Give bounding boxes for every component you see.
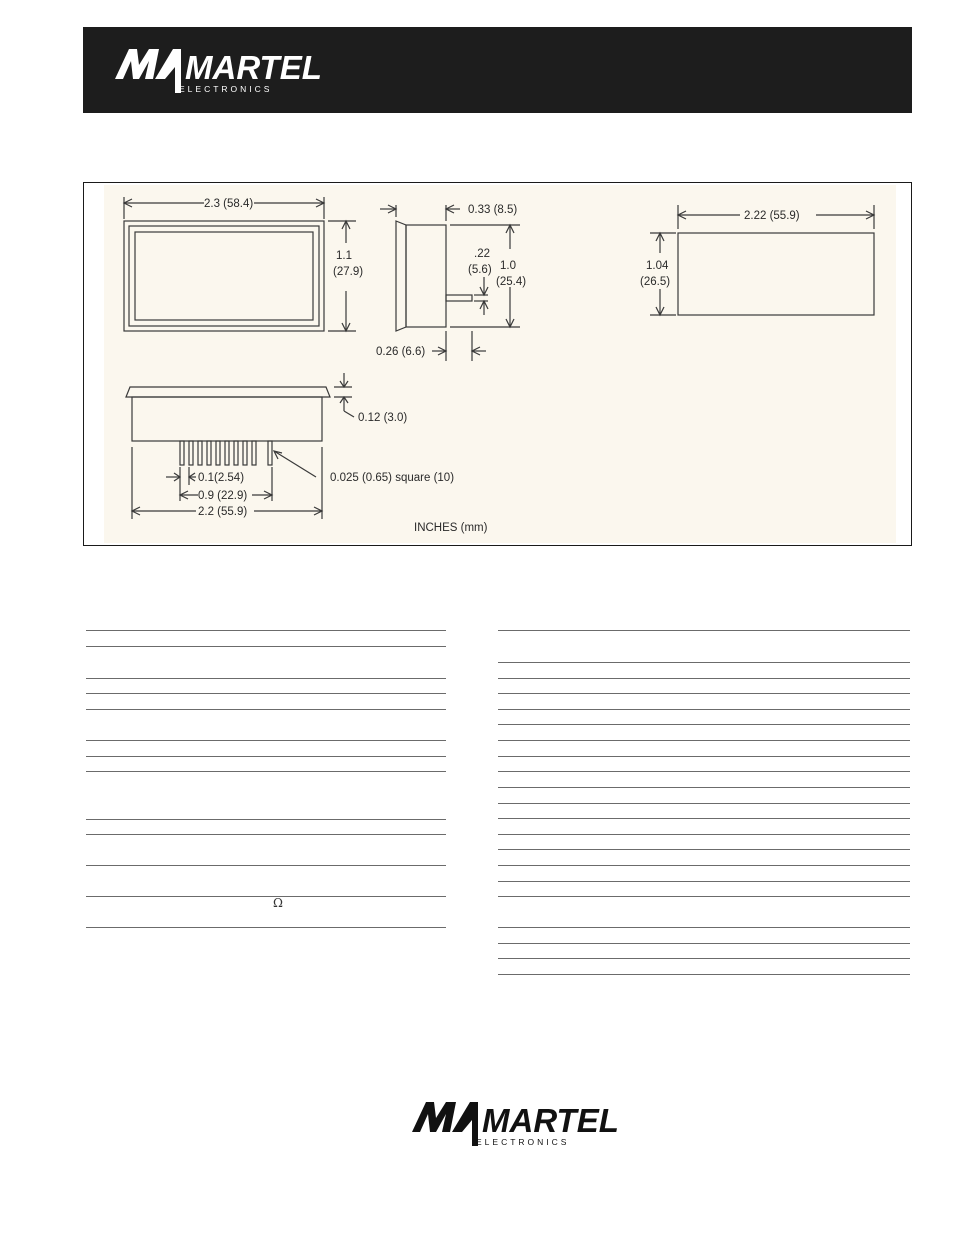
table-rule xyxy=(86,896,446,897)
table-rule xyxy=(498,724,910,725)
table-rule xyxy=(498,803,910,804)
pin-pitch-label: 0.1(2.54) xyxy=(198,472,245,484)
units-label: INCHES (mm) xyxy=(414,522,488,534)
table-rule xyxy=(498,849,910,850)
table-rule xyxy=(498,927,910,928)
bottom-bezel-label: 0.12 (3.0) xyxy=(358,412,408,424)
table-rule xyxy=(86,709,446,710)
table-rule xyxy=(498,958,910,959)
bottom-view-pins xyxy=(180,441,272,465)
pin-size-label: 0.025 (0.65) square (10) xyxy=(330,472,455,484)
table-rule xyxy=(498,865,910,866)
table-rule xyxy=(498,896,910,897)
martel-logo xyxy=(115,45,322,97)
table-rule xyxy=(86,693,446,694)
side-pin-mm-label: (5.6) xyxy=(468,264,492,276)
table-rule xyxy=(86,740,446,741)
bottom-view-bezel xyxy=(126,387,330,397)
front-view-window xyxy=(135,232,313,320)
header-band xyxy=(83,27,912,113)
footer-logo-sub-text: ELECTRONICS xyxy=(476,1137,570,1147)
table-rule xyxy=(86,630,446,631)
side-depth-label: 0.33 (8.5) xyxy=(468,204,518,216)
footer-martel-logo xyxy=(412,1098,619,1150)
dimension-drawing xyxy=(104,185,896,543)
omega-symbol: Ω xyxy=(273,896,283,910)
side-height-in-label: 1.0 xyxy=(500,260,516,272)
table-rule xyxy=(86,819,446,820)
side-view-body xyxy=(406,225,446,327)
table-rule xyxy=(498,881,910,882)
table-rule xyxy=(86,678,446,679)
front-width-label: 2.3 (58.4) xyxy=(204,198,254,210)
dimension-drawing-svg xyxy=(104,185,896,543)
table-rule xyxy=(498,818,910,819)
table-rule xyxy=(498,943,910,944)
table-rule xyxy=(498,678,910,679)
cutout-height-in-label: 1.04 xyxy=(646,260,669,272)
table-rule xyxy=(498,771,910,772)
cutout-height-mm-label: (26.5) xyxy=(640,276,671,288)
dimension-drawing-frame xyxy=(83,182,912,546)
panel-cutout xyxy=(678,233,874,315)
table-rule xyxy=(86,756,446,757)
table-rule xyxy=(498,709,910,710)
table-rule xyxy=(86,865,446,866)
side-height-mm-label: (25.4) xyxy=(496,276,527,288)
table-rule xyxy=(498,756,910,757)
table-rule xyxy=(498,693,910,694)
table-rule xyxy=(498,662,910,663)
table-rule xyxy=(86,834,446,835)
table-rule xyxy=(498,787,910,788)
side-view-bezel xyxy=(396,221,406,331)
side-pin-in-label: .22 xyxy=(474,248,490,260)
front-height-in-label: 1.1 xyxy=(336,250,352,262)
footer-logo-graphic xyxy=(412,1098,619,1150)
footer-logo-main-text: MARTEL xyxy=(482,1102,619,1139)
table-rule xyxy=(498,974,910,975)
logo-sub-text: ELECTRONICS xyxy=(179,84,273,94)
front-view-bezel xyxy=(129,226,319,326)
table-rule xyxy=(498,740,910,741)
table-rule xyxy=(86,771,446,772)
table-rule xyxy=(86,646,446,647)
table-rule xyxy=(86,927,446,928)
logo-main-text: MARTEL xyxy=(185,49,322,86)
side-view-pin xyxy=(446,295,472,301)
pin-span-label: 0.9 (22.9) xyxy=(198,490,248,502)
martel-logo-graphic xyxy=(115,45,322,97)
bottom-width-label: 2.2 (55.9) xyxy=(198,506,248,518)
front-height-mm-label: (27.9) xyxy=(333,266,364,278)
bottom-view-body xyxy=(132,397,322,441)
cutout-width-label: 2.22 (55.9) xyxy=(744,210,800,222)
table-rule xyxy=(498,630,910,631)
front-view-outer xyxy=(124,221,324,331)
side-bezel-label: 0.26 (6.6) xyxy=(376,346,426,358)
table-rule xyxy=(498,834,910,835)
